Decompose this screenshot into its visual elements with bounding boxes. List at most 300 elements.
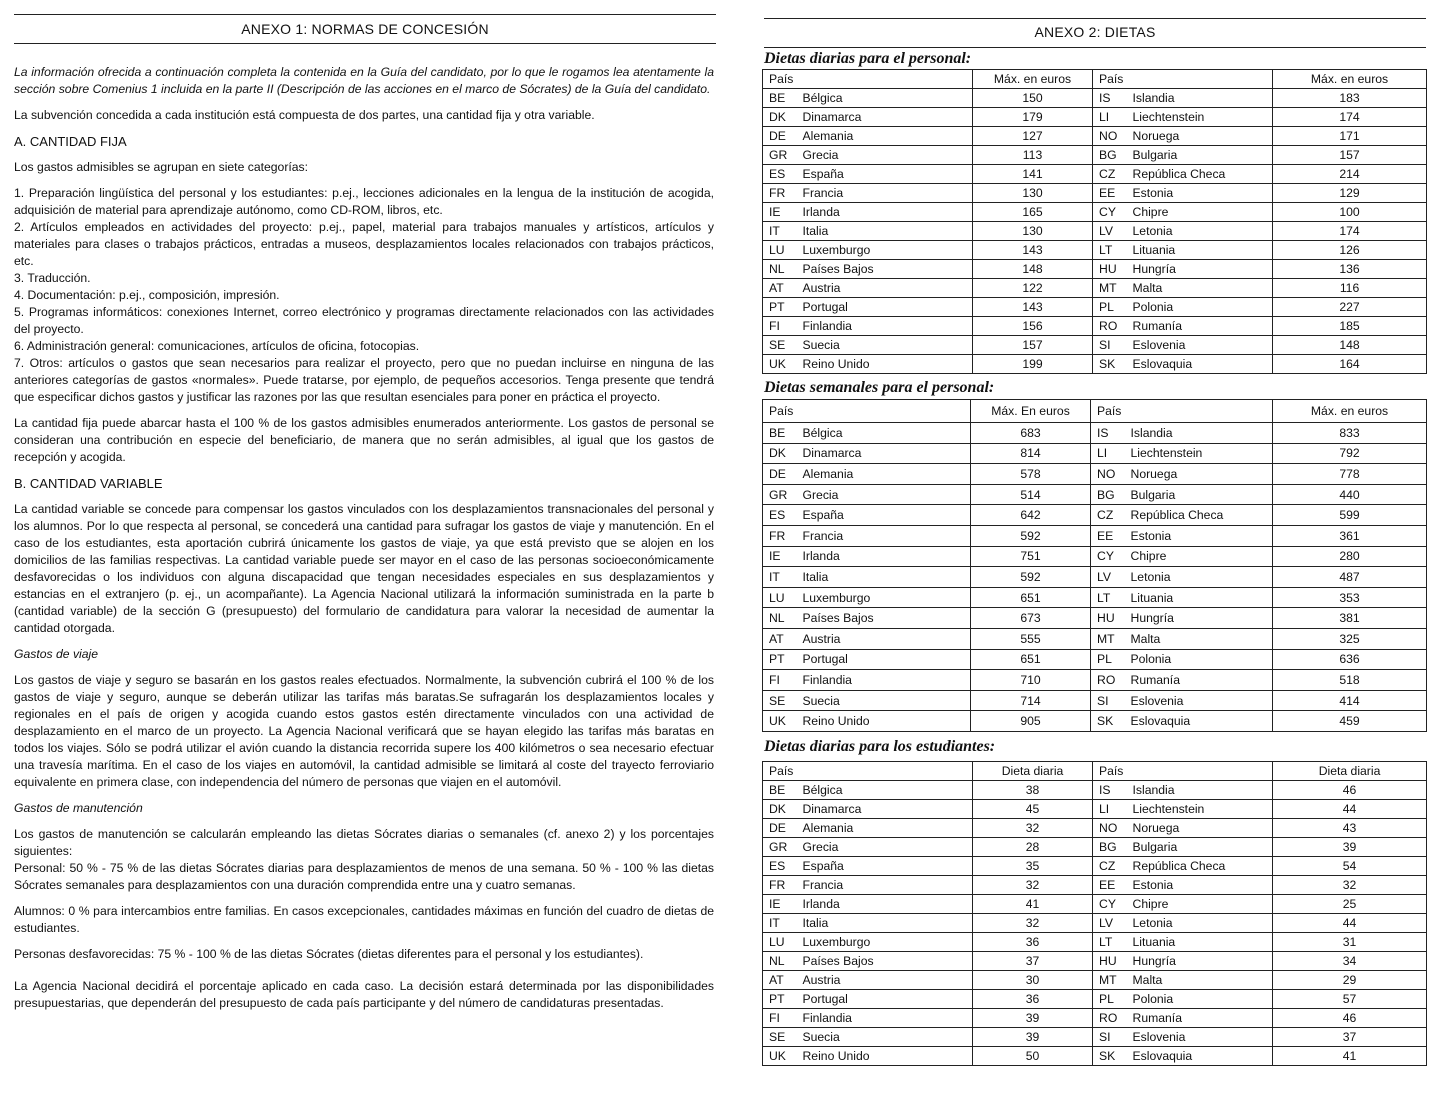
header-dieta-diaria: Dieta diaria <box>1273 762 1427 781</box>
table-header-row <box>763 762 1427 781</box>
value-cell: 518 <box>1273 670 1427 691</box>
table-row <box>763 505 1427 526</box>
country-code-cell: DK <box>763 443 797 464</box>
country-code-cell: LI <box>1093 800 1127 819</box>
country-name-cell: Italia <box>797 222 973 241</box>
country-code-cell: IS <box>1093 781 1127 800</box>
country-name-cell: Austria <box>797 628 971 649</box>
value-cell: 32 <box>973 876 1093 895</box>
table-row <box>763 525 1427 546</box>
value-cell: 141 <box>973 165 1093 184</box>
header-pais: País <box>763 400 971 423</box>
country-name-cell: Bélgica <box>797 423 971 444</box>
value-cell: 129 <box>1273 184 1427 203</box>
country-code-cell: IT <box>763 914 797 933</box>
country-name-cell: Italia <box>797 914 973 933</box>
value-cell: 199 <box>973 355 1093 374</box>
country-name-cell: Luxemburgo <box>797 241 973 260</box>
country-name-cell: Noruega <box>1127 127 1273 146</box>
top-rule-right <box>764 18 1426 19</box>
country-code-cell: LV <box>1093 914 1127 933</box>
country-name-cell: Malta <box>1125 628 1273 649</box>
country-name-cell: Irlanda <box>797 546 971 567</box>
country-code-cell: FI <box>763 317 797 336</box>
table-body <box>763 89 1427 374</box>
table-row <box>763 990 1427 1009</box>
value-cell: 116 <box>1273 279 1427 298</box>
value-cell: 636 <box>1273 649 1427 670</box>
country-name-cell: Suecia <box>797 690 971 711</box>
value-cell: 353 <box>1273 587 1427 608</box>
country-code-cell: DE <box>763 127 797 146</box>
country-name-cell: Dinamarca <box>797 443 971 464</box>
value-cell: 38 <box>973 781 1093 800</box>
value-cell: 39 <box>973 1009 1093 1028</box>
country-name-cell: Bélgica <box>797 781 973 800</box>
country-name-cell: Francia <box>797 876 973 895</box>
value-cell: 148 <box>973 260 1093 279</box>
country-code-cell: RO <box>1093 317 1127 336</box>
country-name-cell: Letonia <box>1127 914 1273 933</box>
country-name-cell: Irlanda <box>797 895 973 914</box>
country-code-cell: SI <box>1091 690 1125 711</box>
country-code-cell: GR <box>763 838 797 857</box>
country-name-cell: Austria <box>797 279 973 298</box>
country-code-cell: LT <box>1093 241 1127 260</box>
table-row <box>763 241 1427 260</box>
country-name-cell: Malta <box>1127 971 1273 990</box>
country-name-cell: Bulgaria <box>1127 838 1273 857</box>
value-cell: 130 <box>973 222 1093 241</box>
header-pais: País <box>763 762 973 781</box>
country-code-cell: IS <box>1093 89 1127 108</box>
country-name-cell: Portugal <box>797 649 971 670</box>
country-name-cell: Polonia <box>1127 298 1273 317</box>
value-cell: 165 <box>973 203 1093 222</box>
country-code-cell: BG <box>1093 146 1127 165</box>
value-cell: 183 <box>1273 89 1427 108</box>
value-cell: 714 <box>971 690 1091 711</box>
country-code-cell: FR <box>763 184 797 203</box>
value-cell: 36 <box>973 933 1093 952</box>
country-code-cell: PT <box>763 298 797 317</box>
country-code-cell: NO <box>1093 819 1127 838</box>
country-code-cell: AT <box>763 628 797 649</box>
value-cell: 157 <box>1273 146 1427 165</box>
value-cell: 32 <box>973 914 1093 933</box>
country-code-cell: LT <box>1093 933 1127 952</box>
value-cell: 32 <box>973 819 1093 838</box>
table-row <box>763 608 1427 629</box>
value-cell: 361 <box>1273 525 1427 546</box>
country-code-cell: IE <box>763 546 797 567</box>
country-name-cell: Eslovaquia <box>1127 1047 1273 1066</box>
value-cell: 34 <box>1273 952 1427 971</box>
table-row <box>763 690 1427 711</box>
value-cell: 651 <box>971 649 1091 670</box>
country-code-cell: BG <box>1091 484 1125 505</box>
value-cell: 35 <box>973 857 1093 876</box>
country-name-cell: Países Bajos <box>797 952 973 971</box>
manutencion-paragraph: Los gastos de manutención se calcularán empleando las dietas Sócrates diarias o semanales (cf. anexo 2) y los porcentajes siguientes: <box>14 827 714 858</box>
country-name-cell: República Checa <box>1127 857 1273 876</box>
country-code-cell: BG <box>1093 838 1127 857</box>
country-name-cell: Liechtenstein <box>1125 443 1273 464</box>
category-item: 6. Administración general: comunicaciones, artículos de oficina, fotocopias. <box>14 339 420 353</box>
value-cell: 599 <box>1273 505 1427 526</box>
country-code-cell: NO <box>1091 464 1125 485</box>
value-cell: 185 <box>1273 317 1427 336</box>
value-cell: 227 <box>1273 298 1427 317</box>
header-pais: País <box>1093 70 1273 89</box>
country-name-cell: Eslovenia <box>1127 336 1273 355</box>
category-item: 1. Preparación lingüística del personal y los estudiantes: p.ej., lecciones adicionales en la lengua de la institución de acogida, adquisición de material para aprendizaje autónomo, como CD-ROM, libros, etc. <box>14 186 714 217</box>
country-code-cell: LV <box>1093 222 1127 241</box>
table-body <box>763 423 1427 732</box>
country-name-cell: Lituania <box>1127 241 1273 260</box>
value-cell: 136 <box>1273 260 1427 279</box>
country-code-cell: HU <box>1091 608 1125 629</box>
value-cell: 44 <box>1273 800 1427 819</box>
country-code-cell: PL <box>1091 649 1125 670</box>
country-name-cell: Eslovaquia <box>1125 711 1273 732</box>
value-cell: 41 <box>1273 1047 1427 1066</box>
country-name-cell: República Checa <box>1127 165 1273 184</box>
table-body <box>763 781 1427 1066</box>
value-cell: 32 <box>1273 876 1427 895</box>
country-code-cell: UK <box>763 1047 797 1066</box>
country-name-cell: Rumanía <box>1125 670 1273 691</box>
table-row <box>763 484 1427 505</box>
country-name-cell: España <box>797 505 971 526</box>
country-name-cell: Finlandia <box>797 1009 973 1028</box>
table-row <box>763 127 1427 146</box>
value-cell: 778 <box>1273 464 1427 485</box>
country-code-cell: PT <box>763 990 797 1009</box>
desfavorecidas-paragraph: Personas desfavorecidas: 75 % - 100 % de las dietas Sócrates (dietas diferentes para el personal y los estudiantes). <box>14 947 644 961</box>
value-cell: 54 <box>1273 857 1427 876</box>
categorias-paragraph: Los gastos admisibles se agrupan en siete categorías: <box>14 160 309 174</box>
header-max-euros: Máx. en euros <box>973 70 1093 89</box>
value-cell: 381 <box>1273 608 1427 629</box>
country-code-cell: ES <box>763 857 797 876</box>
value-cell: 905 <box>971 711 1091 732</box>
country-code-cell: IS <box>1091 423 1125 444</box>
value-cell: 36 <box>973 990 1093 1009</box>
value-cell: 514 <box>971 484 1091 505</box>
category-list <box>14 185 714 406</box>
country-name-cell: Liechtenstein <box>1127 108 1273 127</box>
value-cell: 642 <box>971 505 1091 526</box>
table-row <box>763 184 1427 203</box>
subheading-gastos-viaje: Gastos de viaje <box>14 647 99 661</box>
country-name-cell: Portugal <box>797 990 973 1009</box>
country-name-cell: Malta <box>1127 279 1273 298</box>
country-code-cell: UK <box>763 711 797 732</box>
table-row <box>763 146 1427 165</box>
country-name-cell: Francia <box>797 525 971 546</box>
value-cell: 37 <box>973 952 1093 971</box>
country-name-cell: Austria <box>797 971 973 990</box>
country-code-cell: DE <box>763 464 797 485</box>
value-cell: 39 <box>1273 838 1427 857</box>
country-code-cell: LT <box>1091 587 1125 608</box>
country-code-cell: LU <box>763 241 797 260</box>
value-cell: 171 <box>1273 127 1427 146</box>
cantidad-fija-paragraph: La cantidad fija puede abarcar hasta el 100 % de los gastos admisibles enumerados anteriormente. Los gastos de personal se consideran una contribución en especie del beneficiario, de manera que no serán admisibles, al igual que los gastos de recepción y acogida. <box>14 416 714 464</box>
value-cell: 164 <box>1273 355 1427 374</box>
table-row <box>763 670 1427 691</box>
table-row <box>763 567 1427 588</box>
country-code-cell: DK <box>763 108 797 127</box>
country-name-cell: Suecia <box>797 336 973 355</box>
country-name-cell: Países Bajos <box>797 608 971 629</box>
value-cell: 126 <box>1273 241 1427 260</box>
country-name-cell: Italia <box>797 567 971 588</box>
table-dietas-diarias-estudiantes <box>762 761 1427 1066</box>
country-name-cell: Chipre <box>1125 546 1273 567</box>
value-cell: 487 <box>1273 567 1427 588</box>
value-cell: 30 <box>973 971 1093 990</box>
top-rule-left <box>14 14 716 15</box>
country-code-cell: CZ <box>1091 505 1125 526</box>
table-row <box>763 649 1427 670</box>
country-name-cell: Francia <box>797 184 973 203</box>
country-code-cell: IE <box>763 203 797 222</box>
value-cell: 651 <box>971 587 1091 608</box>
country-name-cell: Letonia <box>1125 567 1273 588</box>
subheading-gastos-manutencion: Gastos de manutención <box>14 801 143 815</box>
country-code-cell: ES <box>763 165 797 184</box>
country-name-cell: Finlandia <box>797 317 973 336</box>
value-cell: 39 <box>973 1028 1093 1047</box>
country-code-cell: GR <box>763 484 797 505</box>
table-row <box>763 933 1427 952</box>
value-cell: 174 <box>1273 108 1427 127</box>
category-item: 7. Otros: artículos o gastos que sean necesarios para realizar el proyecto, pero que no puedan incluirse en ninguna de las anteriores categorías de gastos «normales». Puede tratarse, por ejemplo, de pequeños accesorios. Tenga presente que tendrá que especificar dichos gastos y justificar las razones por las que resultan esenciales para poner en práctica el proyecto. <box>14 356 714 404</box>
table-row <box>763 546 1427 567</box>
country-name-cell: Alemania <box>797 819 973 838</box>
header-max-euros: Máx. en euros <box>1273 70 1427 89</box>
table-row <box>763 336 1427 355</box>
country-name-cell: Hungría <box>1125 608 1273 629</box>
value-cell: 157 <box>973 336 1093 355</box>
country-code-cell: FR <box>763 876 797 895</box>
caption-dietas-semanales-personal: Dietas semanales para el personal: <box>764 379 995 396</box>
value-cell: 127 <box>973 127 1093 146</box>
country-code-cell: LU <box>763 587 797 608</box>
country-code-cell: NO <box>1093 127 1127 146</box>
table-row <box>763 317 1427 336</box>
value-cell: 46 <box>1273 1009 1427 1028</box>
country-code-cell: SI <box>1093 1028 1127 1047</box>
value-cell: 710 <box>971 670 1091 691</box>
country-name-cell: Bulgaria <box>1125 484 1273 505</box>
country-name-cell: Letonia <box>1127 222 1273 241</box>
country-name-cell: Eslovenia <box>1127 1028 1273 1047</box>
country-code-cell: NL <box>763 260 797 279</box>
value-cell: 280 <box>1273 546 1427 567</box>
value-cell: 50 <box>973 1047 1093 1066</box>
page-title-anexo2: ANEXO 2: DIETAS <box>1034 24 1156 40</box>
country-name-cell: Islandia <box>1127 781 1273 800</box>
table-row <box>763 838 1427 857</box>
table-row <box>763 857 1427 876</box>
agencia-paragraph: La Agencia Nacional decidirá el porcentaje aplicado en cada caso. La decisión estará determinada por las disponibilidades presupuestarias, que dependerán del presupuesto de cada país participante y del número de candidaturas presentadas. <box>14 979 714 1010</box>
table-row <box>763 781 1427 800</box>
country-name-cell: España <box>797 857 973 876</box>
country-name-cell: Estonia <box>1125 525 1273 546</box>
header-dieta-diaria: Dieta diaria <box>973 762 1093 781</box>
table-row <box>763 587 1427 608</box>
country-code-cell: BE <box>763 89 797 108</box>
value-cell: 143 <box>973 241 1093 260</box>
category-item: 4. Documentación: p.ej., composición, impresión. <box>14 288 280 302</box>
country-code-cell: EE <box>1093 876 1127 895</box>
country-name-cell: Polonia <box>1127 990 1273 1009</box>
value-cell: 45 <box>973 800 1093 819</box>
country-name-cell: Liechtenstein <box>1127 800 1273 819</box>
value-cell: 592 <box>971 567 1091 588</box>
value-cell: 29 <box>1273 971 1427 990</box>
country-name-cell: Grecia <box>797 838 973 857</box>
header-pais: País <box>1093 762 1273 781</box>
country-code-cell: FR <box>763 525 797 546</box>
country-code-cell: IT <box>763 567 797 588</box>
country-code-cell: SK <box>1093 355 1127 374</box>
country-name-cell: Alemania <box>797 464 971 485</box>
table-dietas-diarias-personal <box>762 69 1427 374</box>
country-code-cell: EE <box>1093 184 1127 203</box>
value-cell: 683 <box>971 423 1091 444</box>
country-code-cell: MT <box>1093 971 1127 990</box>
country-code-cell: GR <box>763 146 797 165</box>
country-code-cell: BE <box>763 423 797 444</box>
table-row <box>763 203 1427 222</box>
table-row <box>763 165 1427 184</box>
table-row <box>763 952 1427 971</box>
header-pais: País <box>1091 400 1273 423</box>
value-cell: 143 <box>973 298 1093 317</box>
country-code-cell: ES <box>763 505 797 526</box>
country-code-cell: AT <box>763 971 797 990</box>
country-name-cell: República Checa <box>1125 505 1273 526</box>
table-header-row <box>763 400 1427 423</box>
country-code-cell: FI <box>763 1009 797 1028</box>
country-code-cell: DE <box>763 819 797 838</box>
country-name-cell: Rumanía <box>1127 1009 1273 1028</box>
country-code-cell: SE <box>763 336 797 355</box>
table-row <box>763 800 1427 819</box>
value-cell: 37 <box>1273 1028 1427 1047</box>
value-cell: 592 <box>971 525 1091 546</box>
anexo1-body <box>14 64 714 1021</box>
country-name-cell: Países Bajos <box>797 260 973 279</box>
header-pais: País <box>763 70 973 89</box>
value-cell: 148 <box>1273 336 1427 355</box>
country-name-cell: Estonia <box>1127 184 1273 203</box>
country-name-cell: Dinamarca <box>797 108 973 127</box>
country-code-cell: MT <box>1093 279 1127 298</box>
country-name-cell: Grecia <box>797 484 971 505</box>
country-name-cell: Irlanda <box>797 203 973 222</box>
table-row <box>763 1009 1427 1028</box>
table-row <box>763 89 1427 108</box>
value-cell: 156 <box>973 317 1093 336</box>
value-cell: 113 <box>973 146 1093 165</box>
gastos-viaje-paragraph: Los gastos de viaje y seguro se basarán en los gastos reales efectuados. Normalmente, la subvención cubrirá el 100 % de los gastos de viaje y seguro, aunque se deberán utilizar las tarifas más baratas.Se sufragarán los desplazamientos locales y regionales en el país de origen y acogida cuando estos gastos estén directamente vinculados con una actividad de desplazamiento en el marco de un proyecto. La Agencia Nacional verificará que se hayan elegido las tarifas más baratas en todos los viajes. Sólo se podrá utilizar el avión cuando la distancia recorrida supere los 400 kilómetros o sea necesario efectuar una travesía marítima. En el caso de los viajes en automóvil, la cantidad admisible se limitará al coste del trayecto ferroviario equivalente en primera clase, con independencia del número de personas que viajen en el automóvil. <box>14 673 714 789</box>
subvencion-paragraph: La subvención concedida a cada institución está compuesta de dos partes, una cantidad fija y otra variable. <box>14 108 595 122</box>
country-name-cell: Eslovenia <box>1125 690 1273 711</box>
value-cell: 57 <box>1273 990 1427 1009</box>
value-cell: 43 <box>1273 819 1427 838</box>
country-name-cell: Estonia <box>1127 876 1273 895</box>
value-cell: 833 <box>1273 423 1427 444</box>
country-code-cell: UK <box>763 355 797 374</box>
table-row <box>763 1047 1427 1066</box>
country-code-cell: NL <box>763 952 797 971</box>
value-cell: 414 <box>1273 690 1427 711</box>
value-cell: 150 <box>973 89 1093 108</box>
country-name-cell: Noruega <box>1127 819 1273 838</box>
country-name-cell: España <box>797 165 973 184</box>
country-code-cell: MT <box>1091 628 1125 649</box>
country-name-cell: Hungría <box>1127 952 1273 971</box>
title-rule-right <box>764 47 1426 48</box>
country-code-cell: DK <box>763 800 797 819</box>
table-row <box>763 222 1427 241</box>
value-cell: 46 <box>1273 781 1427 800</box>
country-name-cell: Rumanía <box>1127 317 1273 336</box>
value-cell: 440 <box>1273 484 1427 505</box>
value-cell: 174 <box>1273 222 1427 241</box>
value-cell: 578 <box>971 464 1091 485</box>
value-cell: 325 <box>1273 628 1427 649</box>
country-code-cell: LU <box>763 933 797 952</box>
country-name-cell: Portugal <box>797 298 973 317</box>
country-name-cell: Suecia <box>797 1028 973 1047</box>
value-cell: 28 <box>973 838 1093 857</box>
country-code-cell: CZ <box>1093 165 1127 184</box>
category-item: 2. Artículos empleados en actividades del proyecto: p.ej., papel, material para trabajos manuales y artísticos, artículos y materiales para clases o trabajos prácticos, entradas a museos, desplazamientos locales relacionados con trabajos prácticos, etc. <box>14 220 714 268</box>
country-code-cell: LI <box>1093 108 1127 127</box>
country-name-cell: Lituania <box>1127 933 1273 952</box>
heading-cantidad-variable: B. CANTIDAD VARIABLE <box>14 476 163 491</box>
table-row <box>763 711 1427 732</box>
value-cell: 555 <box>971 628 1091 649</box>
country-code-cell: NL <box>763 608 797 629</box>
value-cell: 41 <box>973 895 1093 914</box>
category-item: 3. Traducción. <box>14 271 91 285</box>
value-cell: 751 <box>971 546 1091 567</box>
country-code-cell: RO <box>1093 1009 1127 1028</box>
table-row <box>763 443 1427 464</box>
country-code-cell: LV <box>1091 567 1125 588</box>
cantidad-variable-paragraph: La cantidad variable se concede para compensar los gastos vinculados con los desplazamientos transnacionales del personal y los alumnos. Por lo que respecta al personal, se concederá una cantidad para sufragar los gastos de viaje y manutención. En el caso de los estudiantes, esta aportación cubrirá únicamente los gastos de viaje, ya que está previsto que se alojen en los domicilios de las familias respectivas. La cantidad variable puede ser mayor en el caso de las personas socioeconómicamente desfavorecidas o los individuos con alguna discapacidad que tengan necesidades especiales en sus desplazamientos y estancias en el extranjero (p. ej., un acompañante). La Agencia Nacional utilizará la información suministrada en la parte b (cantidad variable) de la sección G (presupuesto) del formulario de candidatura para valorar la necesidad de aumentar la cantidad otorgada. <box>14 502 714 635</box>
country-name-cell: Islandia <box>1125 423 1273 444</box>
country-code-cell: PT <box>763 649 797 670</box>
country-code-cell: AT <box>763 279 797 298</box>
page-title-anexo1: ANEXO 1: NORMAS DE CONCESIÓN <box>241 21 489 37</box>
table-row <box>763 108 1427 127</box>
table-row <box>763 914 1427 933</box>
country-name-cell: Reino Unido <box>797 1047 973 1066</box>
value-cell: 179 <box>973 108 1093 127</box>
country-code-cell: CY <box>1091 546 1125 567</box>
value-cell: 44 <box>1273 914 1427 933</box>
country-code-cell: PL <box>1093 298 1127 317</box>
country-code-cell: SE <box>763 1028 797 1047</box>
